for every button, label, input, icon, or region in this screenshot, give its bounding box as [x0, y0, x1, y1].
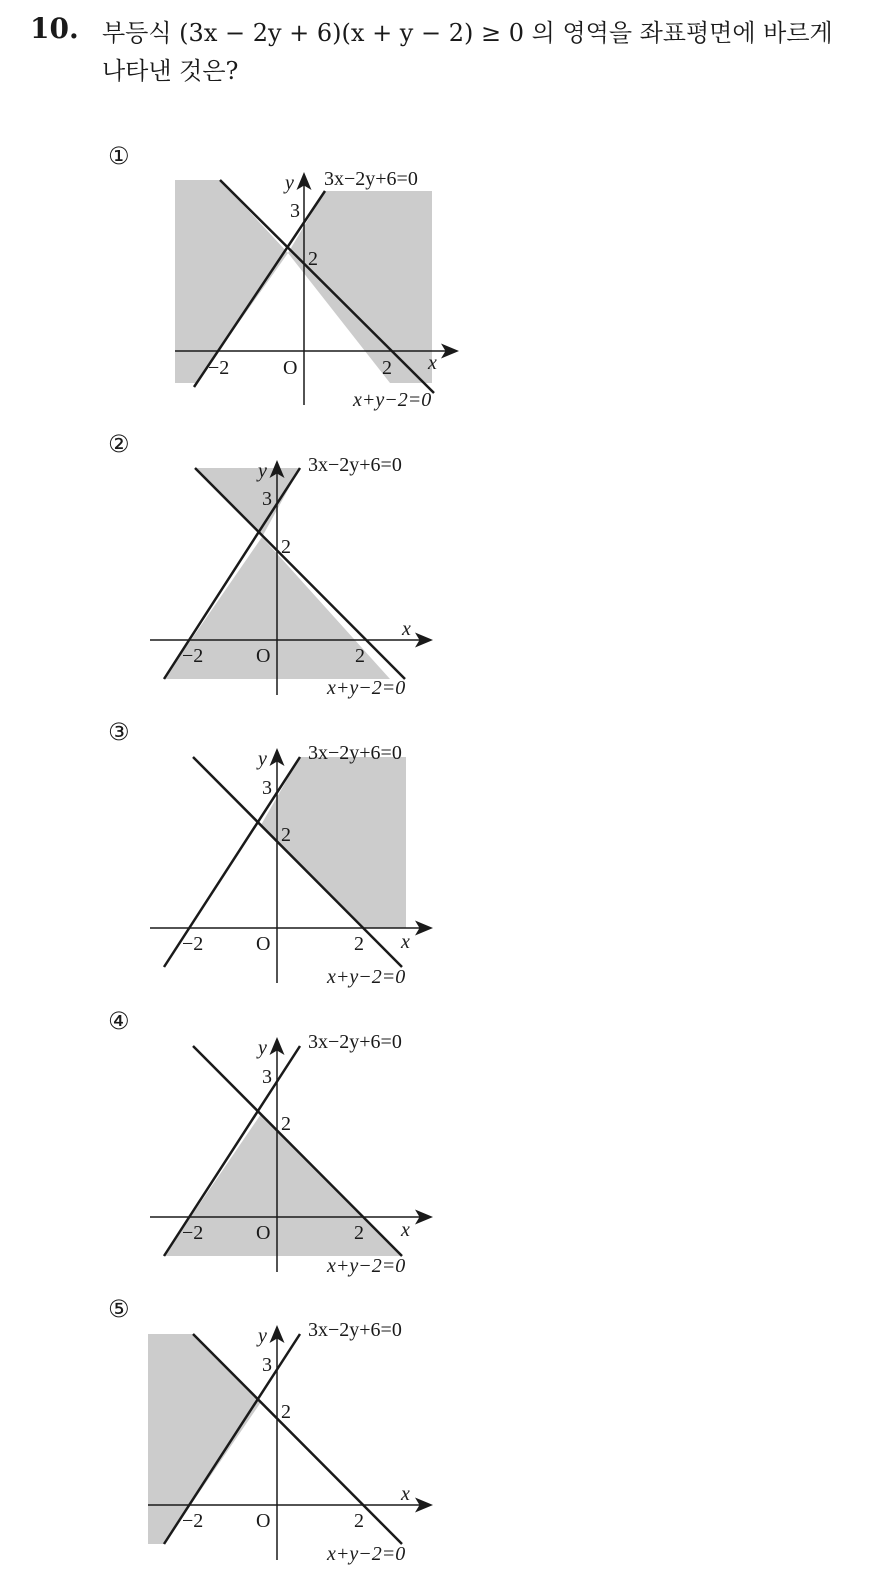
option-1-marker[interactable]: ① [108, 142, 130, 170]
option-5-marker[interactable]: ⑤ [108, 1295, 130, 1323]
x-axis-label: x [402, 618, 411, 640]
line1-label: 3x−2y+6=0 [308, 454, 402, 476]
origin-label: O [283, 357, 298, 379]
line1-label: 3x−2y+6=0 [324, 168, 418, 190]
tick-x-2: 2 [382, 357, 392, 379]
tick-x-neg2: −2 [182, 645, 204, 667]
question-number: 10. [30, 12, 79, 45]
tick-y-3: 3 [262, 488, 272, 510]
y-axis-label: y [285, 172, 294, 194]
tick-y-2: 2 [308, 248, 318, 270]
tick-x-2: 2 [355, 645, 365, 667]
tick-y-3: 3 [290, 200, 300, 222]
x-axis-label: x [428, 352, 437, 374]
tick-x-2: 2 [354, 1222, 364, 1244]
line2-label: x+y−2=0 [353, 389, 432, 411]
y-axis-label: y [258, 1325, 267, 1347]
option-4-graph[interactable] [140, 1020, 480, 1290]
line1-label: 3x−2y+6=0 [308, 1031, 402, 1053]
x-axis-label: x [401, 1219, 410, 1241]
origin-label: O [256, 933, 271, 955]
line2-label: x+y−2=0 [327, 966, 406, 988]
tick-y-3: 3 [262, 1354, 272, 1376]
tick-x-2: 2 [354, 933, 364, 955]
line1-label: 3x−2y+6=0 [308, 742, 402, 764]
line2-label: x+y−2=0 [327, 1255, 406, 1277]
option-2-marker[interactable]: ② [108, 430, 130, 458]
x-axis-label: x [401, 931, 410, 953]
tick-y-2: 2 [281, 536, 291, 558]
origin-label: O [256, 645, 271, 667]
option-5-graph[interactable] [140, 1308, 480, 1578]
shaded-region-right [288, 191, 432, 383]
line2-label: x+y−2=0 [327, 1543, 406, 1565]
question-text: 부등식 (3x − 2y + 6)(x + y − 2) ≥ 0 의 영역을 좌표평면에 바르게 나타낸 것은? [102, 19, 833, 85]
tick-x-neg2: −2 [182, 1222, 204, 1244]
line1-label: 3x−2y+6=0 [308, 1319, 402, 1341]
y-axis-label: y [258, 748, 267, 770]
tick-x-neg2: −2 [182, 933, 204, 955]
tick-y-3: 3 [262, 1066, 272, 1088]
tick-y-2: 2 [281, 1401, 291, 1423]
option-4-marker[interactable]: ④ [108, 1007, 130, 1035]
tick-x-neg2: −2 [208, 357, 230, 379]
shaded-region [148, 1334, 261, 1544]
y-axis-label: y [258, 1037, 267, 1059]
option-1-graph[interactable] [140, 155, 480, 425]
x-axis-label: x [401, 1483, 410, 1505]
origin-label: O [256, 1510, 271, 1532]
option-3-marker[interactable]: ③ [108, 718, 130, 746]
tick-y-3: 3 [262, 777, 272, 799]
tick-y-2: 2 [281, 1113, 291, 1135]
option-3-graph[interactable] [140, 731, 480, 1001]
tick-x-2: 2 [354, 1510, 364, 1532]
tick-y-2: 2 [281, 824, 291, 846]
option-2-graph[interactable] [140, 443, 480, 713]
y-axis-label: y [258, 460, 267, 482]
origin-label: O [256, 1222, 271, 1244]
shaded-region-top [195, 468, 300, 537]
shaded-region-left [175, 180, 288, 383]
line2-label: x+y−2=0 [327, 677, 406, 699]
tick-x-neg2: −2 [182, 1510, 204, 1532]
